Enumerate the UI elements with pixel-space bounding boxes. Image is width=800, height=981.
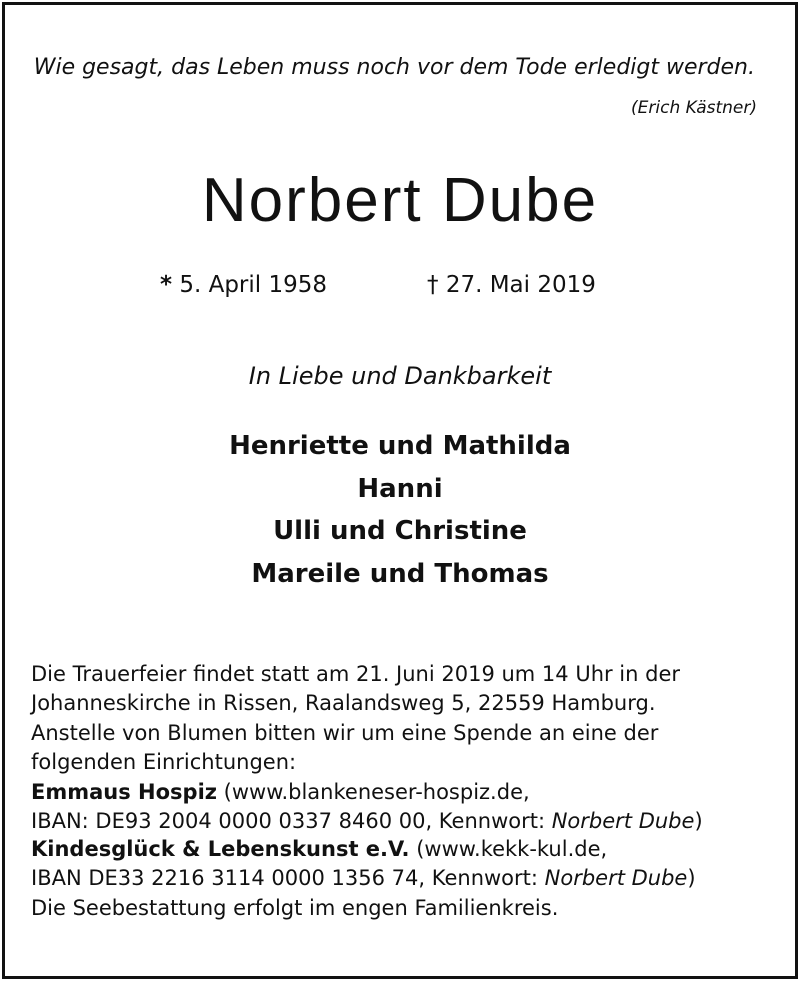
mourner-line: Ulli und Christine bbox=[273, 516, 527, 546]
org2-keyword: Norbert Dube bbox=[544, 865, 688, 890]
mourner-line: Hanni bbox=[357, 473, 443, 504]
death-cross-icon: † bbox=[427, 272, 439, 298]
service-information bbox=[31, 660, 703, 923]
dedication: In Liebe und Dankbarkeit bbox=[248, 362, 552, 390]
org1-iban: IBAN: DE93 2004 0000 0337 8460 00, Kennwort: bbox=[31, 808, 552, 833]
mourner-line: Henriette und Mathilda bbox=[229, 431, 571, 461]
org1-line-1 bbox=[31, 778, 703, 807]
deceased-name: Norbert Dube bbox=[201, 166, 599, 235]
donation-intro-line-1: Anstelle von Blumen bitten wir um eine Spende an eine der bbox=[31, 721, 659, 745]
mourners-list bbox=[0, 425, 800, 595]
death-date-line bbox=[427, 272, 596, 298]
org1-keyword: Norbert Dube bbox=[551, 808, 695, 833]
funeral-line-2: Johanneskirche in Rissen, Raalandsweg 5, 22559 Hamburg. bbox=[31, 690, 656, 715]
birth-date-line bbox=[160, 272, 327, 298]
org2-close: ) bbox=[687, 865, 696, 890]
org2-name: Kindesglück & Lebenskunst e.V. bbox=[31, 837, 410, 861]
org1-close: ) bbox=[694, 808, 703, 833]
funeral-line-1: Die Trauerfeier findet statt am 21. Juni 2019 um 14 Uhr in der bbox=[31, 662, 681, 686]
epigraph-quote: Wie gesagt, das Leben muss noch vor dem Tode erledigt werden. bbox=[33, 55, 755, 80]
org1-line-2 bbox=[31, 807, 703, 836]
org1-website: (www.blankeneser-hospiz.de, bbox=[217, 780, 530, 804]
org1-name: Emmaus Hospiz bbox=[31, 780, 217, 804]
org2-line-2 bbox=[31, 864, 703, 893]
burial-note: Die Seebestattung erfolgt im engen Familienkreis. bbox=[31, 896, 559, 920]
birth-star-icon: * bbox=[160, 272, 173, 298]
donation-intro-line-2: folgenden Einrichtungen: bbox=[31, 749, 297, 774]
birth-date: 5. April 1958 bbox=[179, 272, 328, 298]
mourner-line: Mareile und Thomas bbox=[251, 558, 549, 589]
org2-iban: IBAN DE33 2216 3114 0000 1356 74, Kennwort: bbox=[31, 865, 545, 890]
org2-website: (www.kekk-kul.de, bbox=[409, 837, 608, 861]
org2-line-1 bbox=[31, 835, 703, 864]
death-date: 27. Mai 2019 bbox=[445, 272, 596, 298]
epigraph-author: (Erich Kästner) bbox=[631, 98, 757, 118]
